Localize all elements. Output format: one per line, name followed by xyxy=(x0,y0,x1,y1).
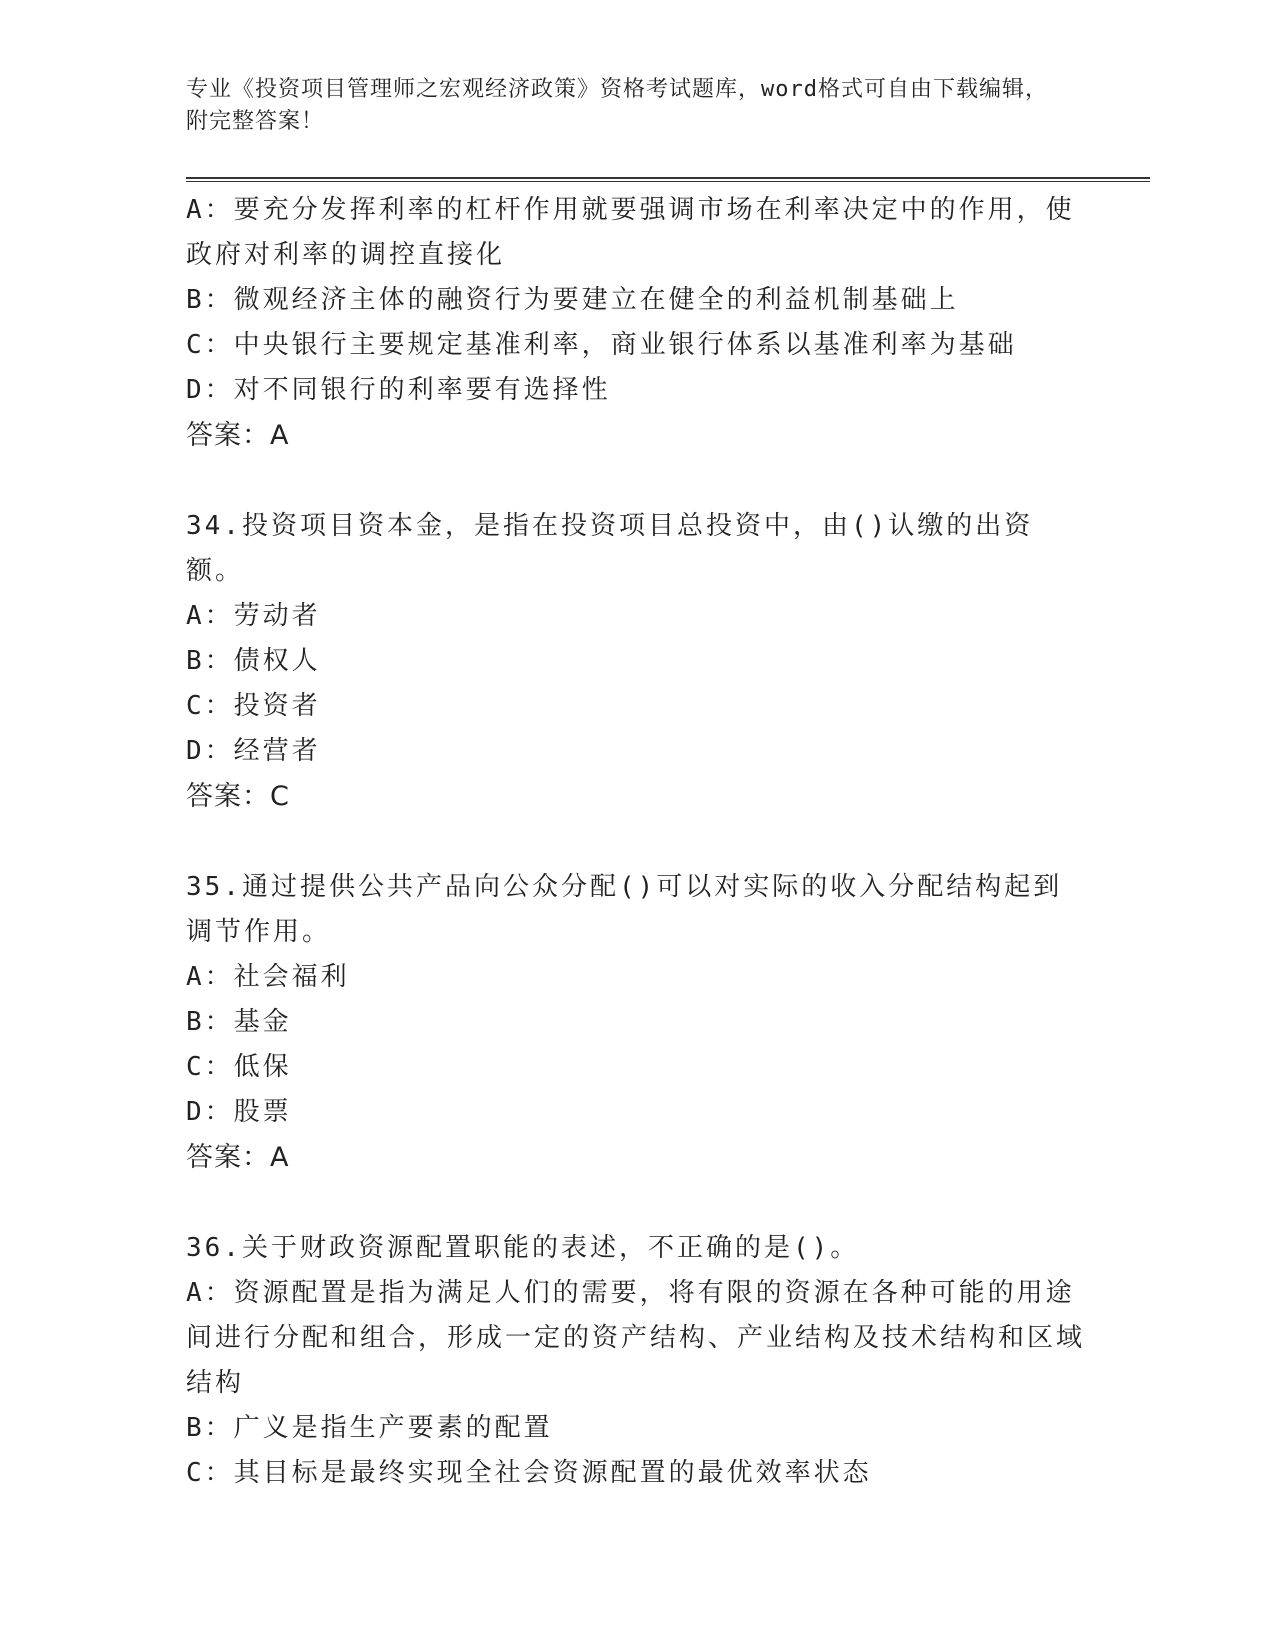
answer-label: 答案：C xyxy=(186,781,290,812)
spacer xyxy=(186,1181,1086,1226)
option-b: B：微观经济主体的融资行为要建立在健全的利益机制基础上 xyxy=(186,285,959,315)
spacer xyxy=(186,820,1086,865)
spacer xyxy=(186,459,1086,504)
option-c: C：其目标是最终实现全社会资源配置的最优效率状态 xyxy=(186,1458,872,1488)
option-c: C：中央银行主要规定基准利率，商业银行体系以基准利率为基础 xyxy=(186,330,1017,360)
answer-label: 答案：A xyxy=(186,1142,290,1173)
question-text: 34.投资项目资本金，是指在投资项目总投资中，由()认缴的出资额。 xyxy=(186,511,1034,586)
option-a: A：要充分发挥利率的杠杆作用就要强调市场在利率决定中的作用，使政府对利率的调控直接化 xyxy=(186,195,1075,270)
option-d: D：对不同银行的利率要有选择性 xyxy=(186,375,611,405)
answer-label: 答案：A xyxy=(186,420,290,451)
question-block-36 xyxy=(186,1226,1086,1496)
question-list xyxy=(186,188,1086,1496)
option-a: A：资源配置是指为满足人们的需要，将有限的资源在各种可能的用途间进行分配和组合，形成一定的资产结构、产业结构及技术结构和区域结构 xyxy=(186,1278,1086,1398)
option-a: A：劳动者 xyxy=(186,601,321,631)
question-text: 36.关于财政资源配置职能的表述，不正确的是()。 xyxy=(186,1233,860,1263)
option-b: B：债权人 xyxy=(186,646,321,676)
header-divider xyxy=(186,177,1150,182)
option-c: C：低保 xyxy=(186,1052,292,1082)
option-b: B：基金 xyxy=(186,1007,292,1037)
question-block-33 xyxy=(186,188,1086,459)
question-block-35 xyxy=(186,865,1086,1181)
document-header: 专业《投资项目管理师之宏观经济政策》资格考试题库，word格式可自由下载编辑，附完整答案！ xyxy=(186,77,1048,134)
option-a: A：社会福利 xyxy=(186,962,350,992)
option-c: C：投资者 xyxy=(186,691,321,721)
option-d: D：经营者 xyxy=(186,736,321,766)
option-d: D：股票 xyxy=(186,1097,292,1127)
question-block-34 xyxy=(186,504,1086,820)
question-text: 35.通过提供公共产品向公众分配()可以对实际的收入分配结构起到调节作用。 xyxy=(186,872,1063,947)
option-b: B：广义是指生产要素的配置 xyxy=(186,1413,553,1443)
